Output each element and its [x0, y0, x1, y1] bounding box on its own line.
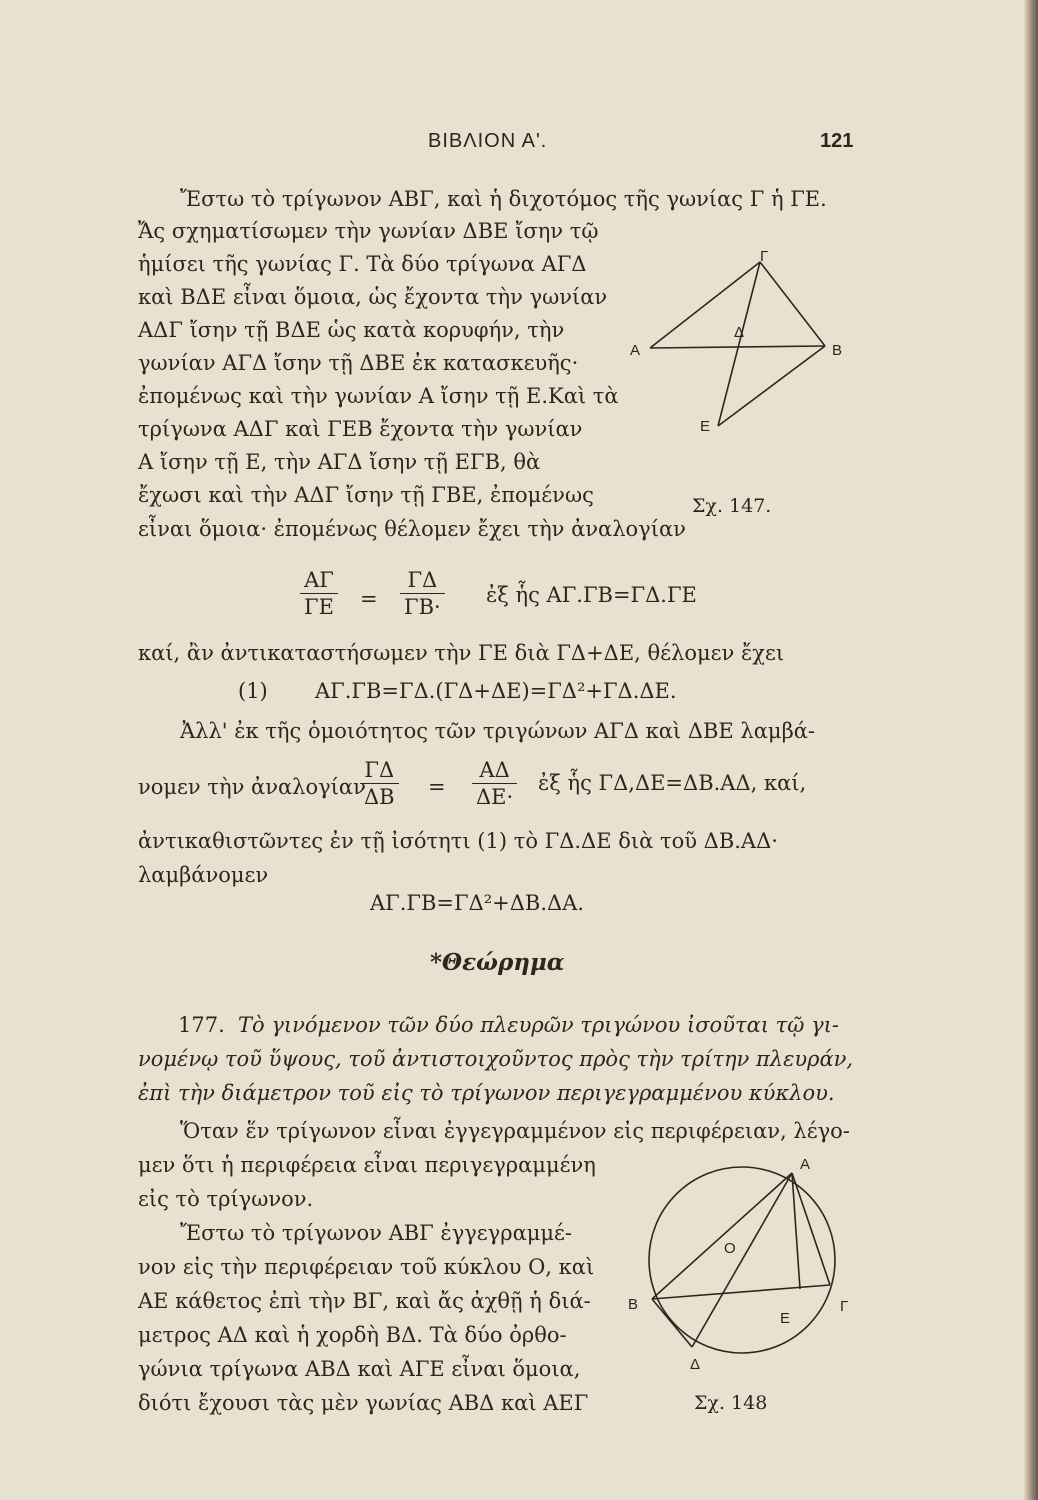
text-line: Α ἴσην τῇ Ε, τὴν ΑΓΔ ἴσην τῇ ΕΓΒ, θὰ [138, 450, 541, 474]
denominator: ΔΕ· [476, 785, 514, 809]
text-line: Ἄς σχηματίσωμεν τὴν γωνίαν ΔΒΕ ἴσην τῷ [138, 219, 599, 243]
theorem-text: νομένῳ τοῦ ὕψους, τοῦ ἀντιστοιχοῦντος πρὸς τὴν τρίτην πλευράν, [138, 1047, 854, 1071]
label-o: Ο [724, 1240, 736, 1257]
denominator: ΓΒ· [404, 595, 441, 619]
denominator: ΔΒ [364, 785, 395, 809]
label-g: Γ [760, 248, 769, 265]
label-d: Δ [690, 1356, 701, 1373]
text-line: ΑΕ κάθετος ἐπὶ τὴν ΒΓ, καὶ ἄς ἀχθῇ ἡ διά- [138, 1289, 591, 1313]
figure-147-caption: Σχ. 147. [692, 495, 772, 517]
numerator: ΑΔ [479, 758, 510, 782]
bisector-ge [718, 262, 760, 426]
text-line: ἐπομένως καὶ τὴν γωνίαν Α ἴσην τῇ Ε.Καὶ τὰ [138, 384, 619, 408]
fraction-ad-de [472, 758, 517, 809]
text-line: τρίγωνα ΑΔΓ καὶ ΓΕΒ ἔχοντα τὴν γωνίαν [138, 417, 583, 441]
equation-tail: ἐξ ἧς ΑΓ.ΓΒ=ΓΔ.ΓΕ [486, 583, 697, 607]
equation-number: (1) [238, 679, 268, 703]
text-line: εἶναι ὅμοια· ἐπομένως θέλομεν ἔχει τὴν ἀναλογίαν [138, 517, 686, 541]
text-line: ἔχωσι καὶ τὴν ΑΔΓ ἴσην τῇ ΓΒΕ, ἐπομένως [138, 483, 594, 507]
theorem-text: Τὸ γινόμενον τῶν δύο πλευρῶν τριγώνου ἰσοῦται τῷ γι- [238, 1013, 839, 1037]
text-line: γωνίαν ΑΓΔ ἴσην τῇ ΔΒΕ ἐκ κατασκευῆς· [138, 351, 579, 375]
label-a: Α [630, 342, 641, 359]
figure-148-caption: Σχ. 148 [694, 1392, 768, 1414]
equation-1: ΑΓ.ΓΒ=ΓΔ.(ΓΔ+ΔΕ)=ΓΔ²+ΓΔ.ΔΕ. [315, 679, 677, 703]
label-d: Δ [734, 324, 745, 341]
side-ag [792, 1173, 830, 1285]
text-line: λαμβάνομεν [138, 863, 269, 887]
segment-be [718, 346, 825, 426]
equals-sign: = [428, 775, 446, 799]
altitude-ae [792, 1173, 800, 1289]
label-b: Β [628, 1296, 639, 1313]
equation-final: ΑΓ.ΓΒ=ΓΔ²+ΔΒ.ΔΑ. [370, 891, 585, 915]
label-e: Ε [700, 418, 711, 435]
text-line: καὶ ΒΔΕ εἶναι ὅμοια, ὡς ἔχοντα τὴν γωνίαν [138, 285, 608, 309]
fraction-ag-ge [300, 568, 338, 619]
diameter-ad [692, 1173, 792, 1347]
chord-bd [652, 1299, 692, 1347]
fraction-gd-db [360, 758, 399, 809]
theorem-number: 177. [178, 1013, 225, 1037]
text-line: Ἀλλ' ἐκ τῆς ὁμοιότητος τῶν τριγώνων ΑΓΔ καὶ ΔΒΕ λαμβά- [180, 719, 815, 743]
running-header: ΒΙΒΛΙΟΝ Α'. [428, 130, 548, 152]
numerator: ΓΔ [364, 758, 395, 782]
theorem-title: *Θεώρημα [430, 949, 565, 976]
denominator: ΓΕ [304, 595, 334, 619]
equation-prefix: νομεν τὴν ἀναλογίαν [138, 775, 366, 799]
figure-147 [620, 230, 850, 460]
text-line: Ἔστω τὸ τρίγωνον ΑΒΓ ἐγγεγραμμέ- [180, 1221, 573, 1245]
numerator: ΑΓ [304, 568, 334, 592]
text-line: Ὅταν ἕν τρίγωνον εἶναι ἐγγεγραμμένον εἰς περιφέρειαν, λέγο- [180, 1119, 850, 1143]
numerator: ΓΔ [407, 568, 438, 592]
segment-gb [760, 262, 825, 346]
text-line: ΑΔΓ ἴσην τῇ ΒΔΕ ὡς κατὰ κορυφήν, τὴν [138, 318, 565, 342]
text-line: ἡμίσει τῆς γωνίας Γ. Τὰ δύο τρίγωνα ΑΓΔ [138, 252, 587, 276]
text-line: μετρος ΑΔ καὶ ἡ χορδὴ ΒΔ. Τὰ δύο ὀρθο- [138, 1323, 567, 1347]
theorem-text: ἐπὶ τὴν διάμετρον τοῦ εἰς τὸ τρίγωνον περιγεγραμμένου κύκλου. [138, 1081, 835, 1105]
text-line: Ἔστω τὸ τρίγωνον ΑΒΓ, καὶ ἡ διχοτόμος τῆς γωνίας Γ ἡ ΓΕ. [180, 187, 827, 211]
label-g: Γ [840, 1298, 849, 1315]
side-bg [652, 1285, 830, 1299]
text-line: γώνια τρίγωνα ΑΒΔ καὶ ΑΓΕ εἶναι ὅμοια, [138, 1357, 581, 1381]
text-line: νον εἰς τὴν περιφέρειαν τοῦ κύκλου Ο, καὶ [138, 1255, 595, 1279]
page-number: 121 [820, 130, 854, 152]
text-line: καί, ἂν ἀντικαταστήσωμεν τὴν ΓΕ διὰ ΓΔ+ΔΕ, θέλομεν ἔχει [138, 641, 785, 665]
figure-148 [630, 1155, 860, 1365]
text-line: ἀντικαθιστῶντες ἐν τῇ ἰσότητι (1) τὸ ΓΔ.ΔΕ διὰ τοῦ ΔΒ.ΑΔ· [138, 829, 778, 853]
label-b: Β [832, 342, 843, 359]
text-line: μεν ὅτι ἡ περιφέρεια εἶναι περιγεγραμμένη [138, 1153, 596, 1177]
fraction-gd-gb [400, 568, 445, 619]
text-line: διότι ἔχουσι τὰς μὲν γωνίας ΑΒΔ καὶ ΑΕΓ [138, 1391, 589, 1415]
label-e: Ε [780, 1310, 791, 1327]
equation-tail: ἐξ ἧς ΓΔ,ΔΕ=ΔΒ.ΑΔ, καί, [538, 771, 807, 795]
equals-sign: = [360, 587, 378, 611]
side-ab [652, 1173, 792, 1299]
page-edge [1024, 0, 1038, 1500]
text-line: εἰς τὸ τρίγωνον. [138, 1187, 314, 1211]
label-a: Α [800, 1156, 811, 1173]
